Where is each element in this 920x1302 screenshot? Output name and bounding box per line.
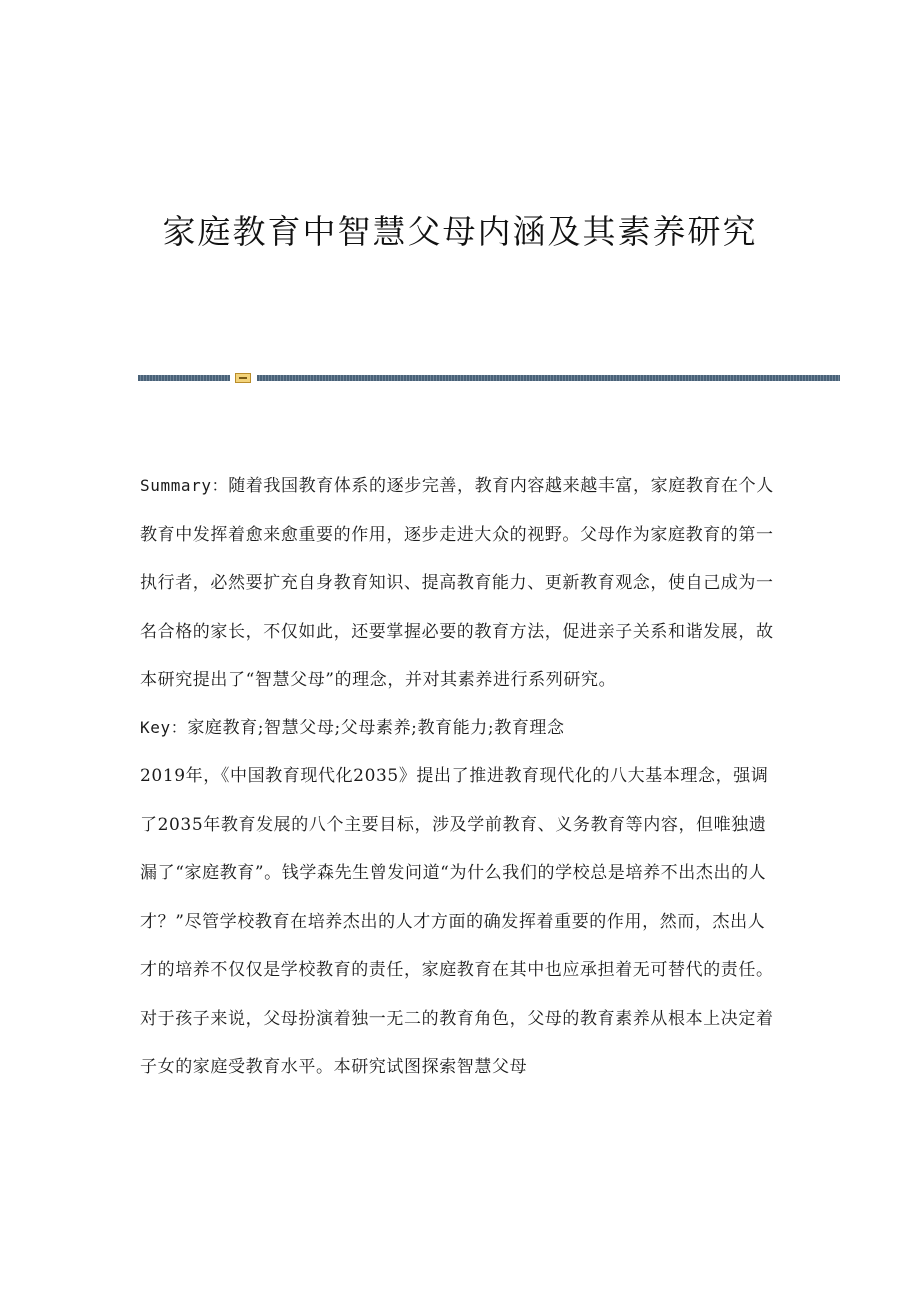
divider-ornament-icon	[235, 373, 251, 383]
document-title: 家庭教育中智慧父母内涵及其素养研究	[162, 212, 758, 251]
keywords-label: Key：	[140, 718, 188, 737]
divider-bar-left	[138, 375, 230, 381]
body-paragraph: 2019年，《中国教育现代化2035》提出了推进教育现代化的八大基本理念，强调了2035年教育发展的八个主要目标，涉及学前教育、义务教育等内容，但唯独遗漏了“家庭教育”。钱学森先生曾发问道“为什么我们的学校总是培养不出杰出的人才？”尽管学校教育在培养杰出的人才方面的确发挥着重要的作用，然而，杰出人才的培养不仅仅是学校教育的责任，家庭教育在其中也应承担着无可替代的责任。对于孩子来说，父母扮演着独一无二的教育角色，父母的教育素养从根本上决定着子女的家庭受教育水平。本研究试图探索智慧父母	[140, 766, 774, 1077]
summary-text: 随着我国教育体系的逐步完善，教育内容越来越丰富，家庭教育在个人教育中发挥着愈来愈重要的作用，逐步走进大众的视野。父母作为家庭教育的第一执行者，必然要扩充自身教育知识、提高教育能力、更新教育观念，使自己成为一名合格的家长，不仅如此，还要掌握必要的教育方法，促进亲子关系和谐发展，故本研究提出了“智慧父母”的理念，并对其素养进行系列研究。	[140, 476, 774, 690]
divider-bar-right	[257, 375, 840, 381]
document-body	[140, 462, 780, 1092]
keywords-paragraph	[140, 704, 780, 752]
summary-paragraph	[140, 462, 780, 704]
title-divider	[138, 373, 840, 383]
keywords-text: 家庭教育;智慧父母;父母素养;教育能力;教育理念	[187, 718, 565, 738]
summary-label: Summary：	[140, 476, 229, 495]
